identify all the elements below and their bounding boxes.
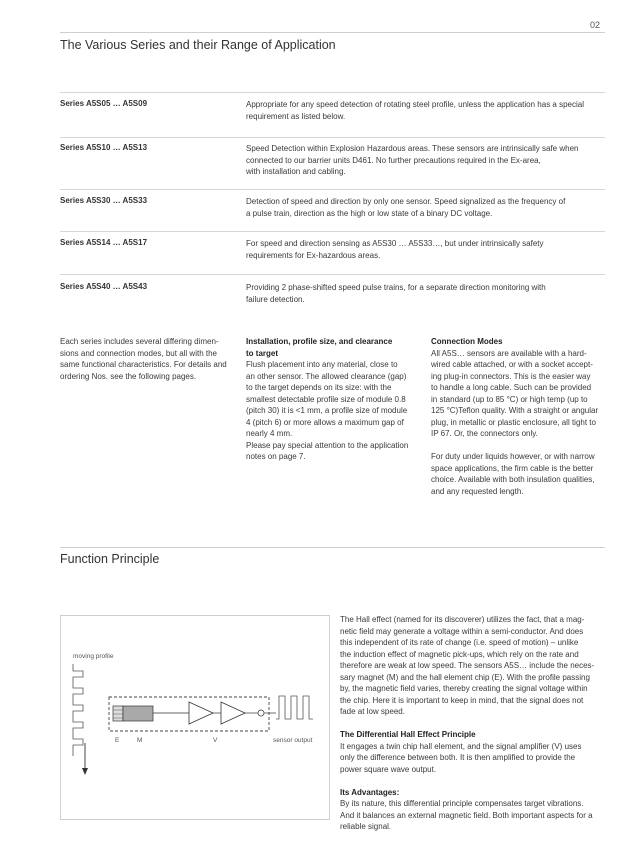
text-line: 125 °C)Teflon quality. With a straight or angular <box>431 406 599 415</box>
installation-column <box>246 336 426 463</box>
square-wave-icon <box>276 696 313 719</box>
text-line: Each series includes several differing dimen- <box>60 337 219 346</box>
text-line: to the target depends on its size: with the <box>246 383 392 392</box>
series-name: Series A5S30 … A5S33 <box>60 196 148 205</box>
gear-profile-icon <box>73 664 83 756</box>
installation-heading: Installation, profile size, and clearance <box>246 337 393 346</box>
text-line: reliable signal. <box>340 822 392 831</box>
text-line: therefore are weak at low speed. The sensors A5S… include the neces- <box>340 661 595 670</box>
desc-line: connected to our barrier units D461. No further precautions required in the Ex-area, <box>246 155 541 165</box>
paragraph-gap <box>340 775 615 787</box>
section-rule <box>60 547 605 548</box>
text-line: ordering Nos. see the following pages. <box>60 371 197 381</box>
text-line: netic field may generate a voltage within a semi-conductor. And does <box>340 626 584 636</box>
series-description <box>246 196 606 219</box>
series-rule <box>60 92 605 93</box>
section-title-series: The Various Series and their Range of Application <box>60 38 336 52</box>
text-line: power square wave output. <box>340 764 437 774</box>
text-line: (pitch 30) it is <1 mm, a profile size of module <box>246 406 408 415</box>
text-line: nearly 4 mm. <box>246 429 293 438</box>
series-description <box>246 282 606 305</box>
desc-line: Appropriate for any speed detection of rotating steel profile, unless the application has a special <box>246 100 584 109</box>
text-line: It engages a twin chip hall element, and the signal amplifier (V) uses <box>340 741 582 751</box>
text-line: Flush placement into any material, close to <box>246 360 398 369</box>
text-line: For duty under liquids however, or with narrow <box>431 452 595 461</box>
function-text <box>340 614 615 833</box>
text-line: by, the magnetic field varies, thereby creating the signal voltage within <box>340 684 588 693</box>
label-v: V <box>213 737 218 744</box>
text-line: the chip. Here it is important to keep in mind, that the signal does not <box>340 695 584 705</box>
output-node-icon <box>258 710 264 716</box>
desc-line: failure detection. <box>246 294 305 304</box>
diagram-svg <box>61 616 329 819</box>
section-title-function: Function Principle <box>60 552 160 566</box>
text-line: 4 (pitch 6) or more allows a maximum gap of <box>246 417 404 427</box>
paragraph-gap <box>340 718 615 730</box>
desc-line: with installation and cabling. <box>246 167 346 176</box>
series-rule <box>60 137 605 138</box>
desc-line: Speed Detection within Explosion Hazardous areas. These sensors are intrinsically safe when <box>246 144 579 153</box>
hall-element-chip <box>113 706 123 721</box>
series-name: Series A5S40 … A5S43 <box>60 282 148 291</box>
series-description <box>246 143 606 178</box>
desc-line: For speed and direction sensing as A5S30 … A5S33…, but under intrinsically safety <box>246 239 544 248</box>
series-rule <box>60 189 605 190</box>
text-line: the induction effect of magnetic pick-ups, which rely on the rate and <box>340 649 579 659</box>
text-line: same functional characteristics. For details and <box>60 360 227 369</box>
text-line: Please pay special attention to the application <box>246 440 409 450</box>
differential-heading: The Differential Hall Effect Principle <box>340 730 476 739</box>
amplifier-triangle-icon <box>221 702 245 724</box>
text-line: IP 67. Or, the connectors only. <box>431 429 538 438</box>
amplifier-triangle-icon <box>189 702 213 724</box>
sensor-output-label: sensor output <box>273 737 313 744</box>
moving-profile-label: moving profile <box>73 653 114 660</box>
page-number: 02 <box>590 20 601 30</box>
text-line: wired cable attached, or with a socket accept- <box>431 360 593 369</box>
series-name: Series A5S05 … A5S09 <box>60 99 148 108</box>
label-e: E <box>115 737 120 744</box>
text-line: By its nature, this differential principle compensates target vibrations. <box>340 799 584 808</box>
text-line: space applications, the firm cable is the better <box>431 463 594 473</box>
series-rule <box>60 274 605 275</box>
text-line: And it balances an external magnetic field. Both important aspects for a <box>340 810 593 820</box>
hall-sensor-diagram <box>60 615 330 820</box>
text-line: sions and connection modes, but all with the <box>60 348 217 358</box>
text-line: this independent of its rate of change (i.e. speed of motion) – unlike <box>340 638 579 647</box>
text-line: and any requested length. <box>431 486 524 496</box>
top-rule <box>60 32 605 33</box>
series-name: Series A5S14 … A5S17 <box>60 238 148 247</box>
text-line: fade at low speed. <box>340 707 405 716</box>
text-line: only the difference between both. It is then amplified to provide the <box>340 753 576 762</box>
advantages-heading: Its Advantages: <box>340 787 400 797</box>
text-line: ing plug-in connectors. This is the easier way <box>431 371 591 381</box>
desc-line: requirements for Ex-hazardous areas. <box>246 250 381 260</box>
series-rule <box>60 231 605 232</box>
magnet-block <box>123 706 153 721</box>
text-line: choice. Available with both insulation qualities, <box>431 475 595 484</box>
connection-heading: Connection Modes <box>431 337 503 346</box>
text-line: in standard (up to 85 °C) or high temp (up to <box>431 394 588 404</box>
text-line: smallest detectable profile size of module 0.8 <box>246 394 406 404</box>
text-line: The Hall effect (named for its discoverer) utilizes the fact, that a mag- <box>340 615 585 624</box>
desc-line: a pulse train, direction as the high or low state of a binary DC voltage. <box>246 208 493 218</box>
series-description <box>246 238 606 261</box>
label-m: M <box>137 737 143 744</box>
series-name: Series A5S10 … A5S13 <box>60 143 148 152</box>
desc-line: requirement as listed below. <box>246 111 346 121</box>
text-line: sary magnet (M) and the hall element chip (E). With the profile passing <box>340 672 590 682</box>
text-line: to handle a long cable. Such can be provided <box>431 383 592 392</box>
intro-column <box>60 336 240 382</box>
installation-heading: to target <box>246 348 278 358</box>
text-line: plug, in metallic or plastic enclosure, all tight to <box>431 417 596 427</box>
text-line: an other sensor. The allowed clearance (gap) <box>246 371 407 381</box>
desc-line: Providing 2 phase-shifted speed pulse trains, for a separate direction monitoring with <box>246 283 546 292</box>
paragraph-gap <box>431 440 611 452</box>
series-description <box>246 99 606 122</box>
text-line: All A5S… sensors are available with a hard- <box>431 348 587 358</box>
arrow-down-icon <box>82 768 88 775</box>
desc-line: Detection of speed and direction by only one sensor. Speed signalized as the frequency of <box>246 197 566 206</box>
text-line: notes on page 7. <box>246 452 306 461</box>
connection-column <box>431 336 611 497</box>
